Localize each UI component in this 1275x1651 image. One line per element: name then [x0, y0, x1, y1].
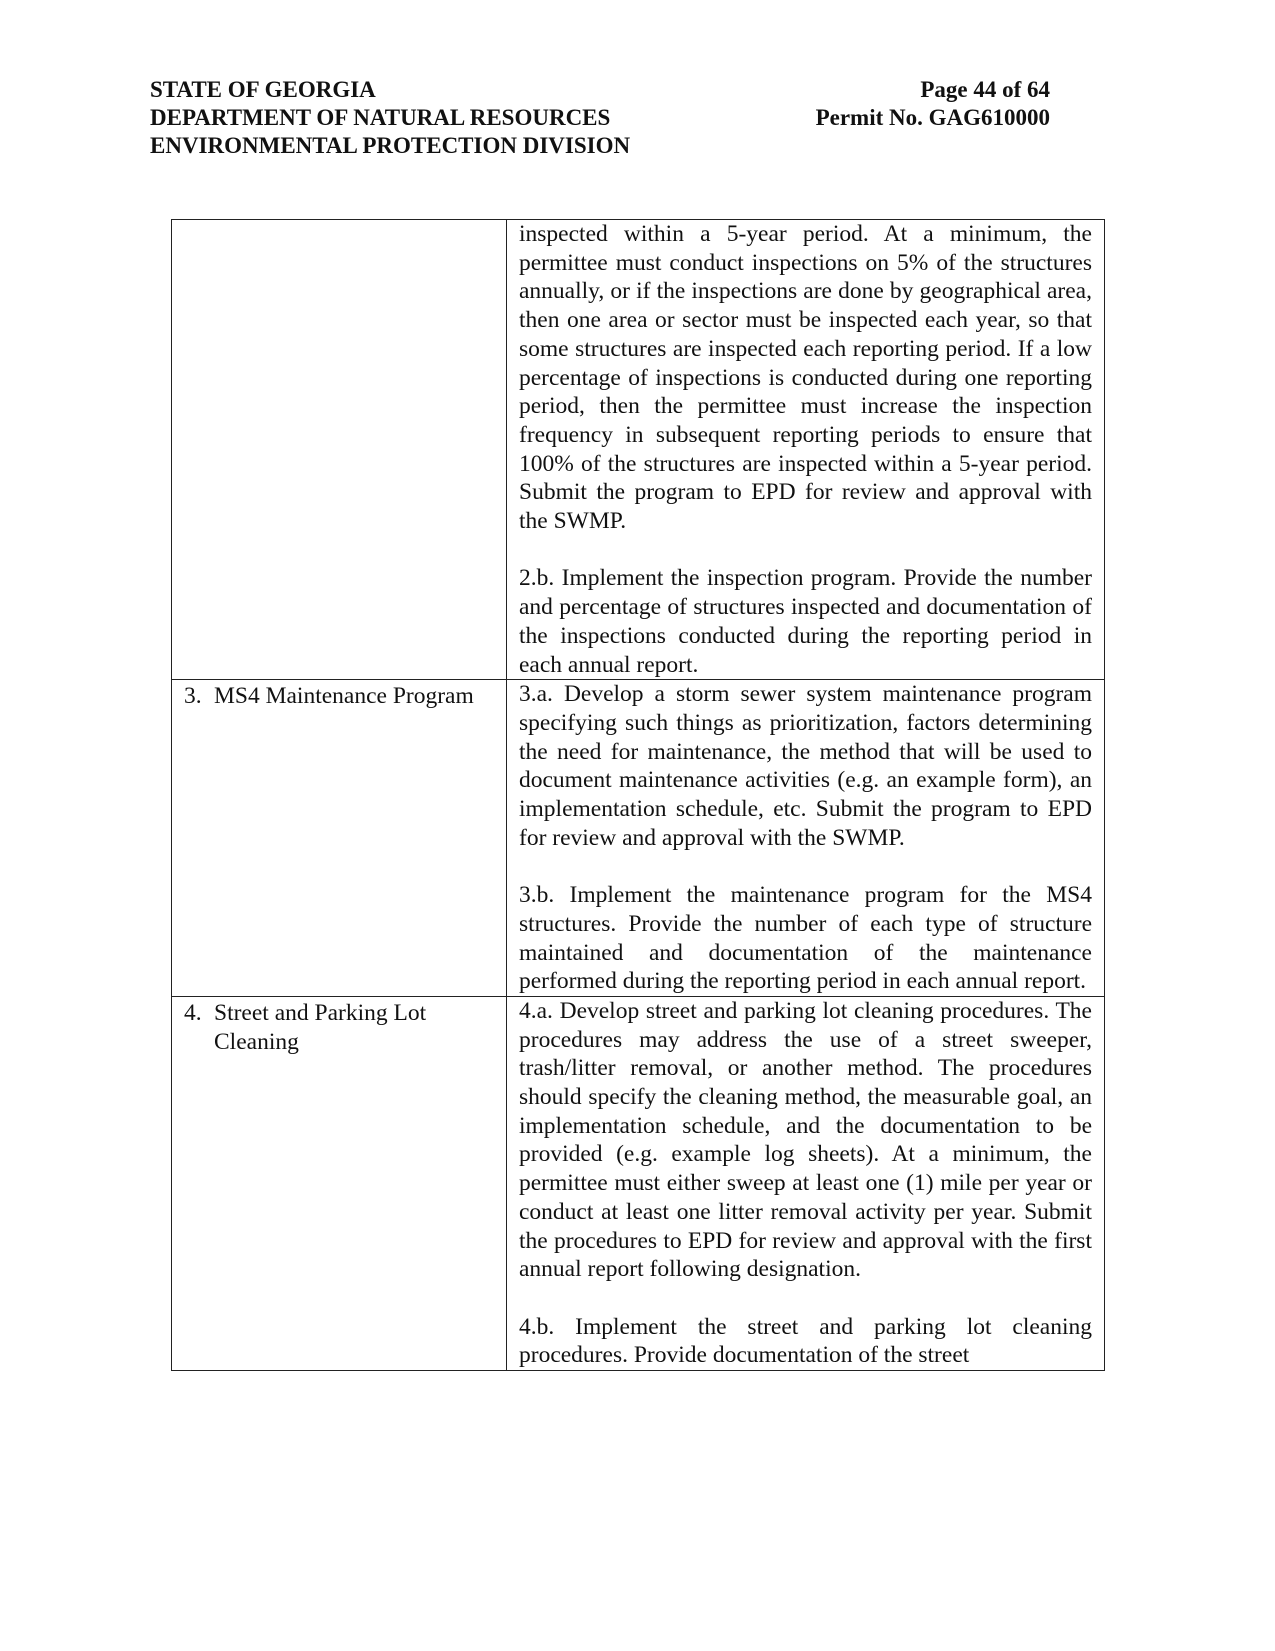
bmp-name: Street and Parking Lot Cleaning	[214, 999, 427, 1055]
bmp-title	[184, 682, 498, 711]
requirement-cell	[507, 996, 1105, 1370]
bmp-cell	[172, 680, 507, 997]
bmp-number: 4.	[184, 999, 202, 1026]
department-name: DEPARTMENT OF NATURAL RESOURCES	[150, 105, 611, 130]
requirement-paragraph: 3.a. Develop a storm sewer system maintenance program specifying such things as prioritization, factors determining the need for maintenance, the method that will be used to document maintenance activities (e.g. an example form), an implementation schedule, etc. Submit the program to EPD for review and approval with the SWMP.	[519, 681, 1092, 851]
table-row	[172, 220, 1105, 680]
bmp-number: 3.	[184, 683, 202, 710]
agency-block	[150, 76, 630, 160]
page-number: Page 44 of 64	[920, 77, 1050, 102]
bmp-name: MS4 Maintenance Program	[214, 683, 474, 710]
table-row	[172, 996, 1105, 1370]
requirement-paragraph: 4.b. Implement the street and parking lot cleaning procedures. Provide documentation of the street	[519, 1313, 1092, 1369]
requirement-paragraph: 4.a. Develop street and parking lot cleaning procedures. The procedures may address the use of a street sweeper, trash/litter removal, or another method. The procedures should specify the cleaning method, the measurable goal, an implementation schedule, and the documentation to be provided (e.g. example log sheets). At a minimum, the permittee must either sweep at least one (1) mile per year or conduct at least one litter removal activity per year. Submit the procedures to EPD for review and approval with the first annual report following designation.	[519, 997, 1092, 1283]
bmp-title	[184, 999, 498, 1056]
bmp-cell	[172, 996, 507, 1370]
requirement-paragraph: inspected within a 5-year period. At a minimum, the permittee must conduct inspections on 5% of the structures annually, or if the inspections are done by geographical area, then one area or sector must be inspected each year, so that some structures are inspected each reporting period. If a low percentage of inspections is conducted during one reporting period, then the permittee must increase the inspection frequency in subsequent reporting periods to ensure that 100% of the structures are inspected within a 5-year period. Submit the program to EPD for review and approval with the SWMP.	[519, 221, 1092, 535]
permit-number: Permit No. GAG610000	[815, 105, 1050, 130]
division-name: ENVIRONMENTAL PROTECTION DIVISION	[150, 133, 631, 158]
table-row	[172, 680, 1105, 997]
bmp-cell	[172, 220, 507, 680]
page-info-block	[816, 76, 1050, 132]
state-name: STATE OF GEORGIA	[150, 77, 376, 102]
requirement-cell	[507, 220, 1105, 680]
requirement-paragraph: 2.b. Implement the inspection program. Provide the number and percentage of structures inspected and documentation of the inspections conducted during the reporting period in each annual report.	[519, 565, 1092, 678]
requirement-cell	[507, 680, 1105, 997]
requirement-paragraph: 3.b. Implement the maintenance program for the MS4 structures. Provide the number of each type of structure maintained and documentation of the maintenance performed during the reporting period in each annual report.	[519, 882, 1092, 995]
bmp-table	[171, 219, 1105, 1371]
